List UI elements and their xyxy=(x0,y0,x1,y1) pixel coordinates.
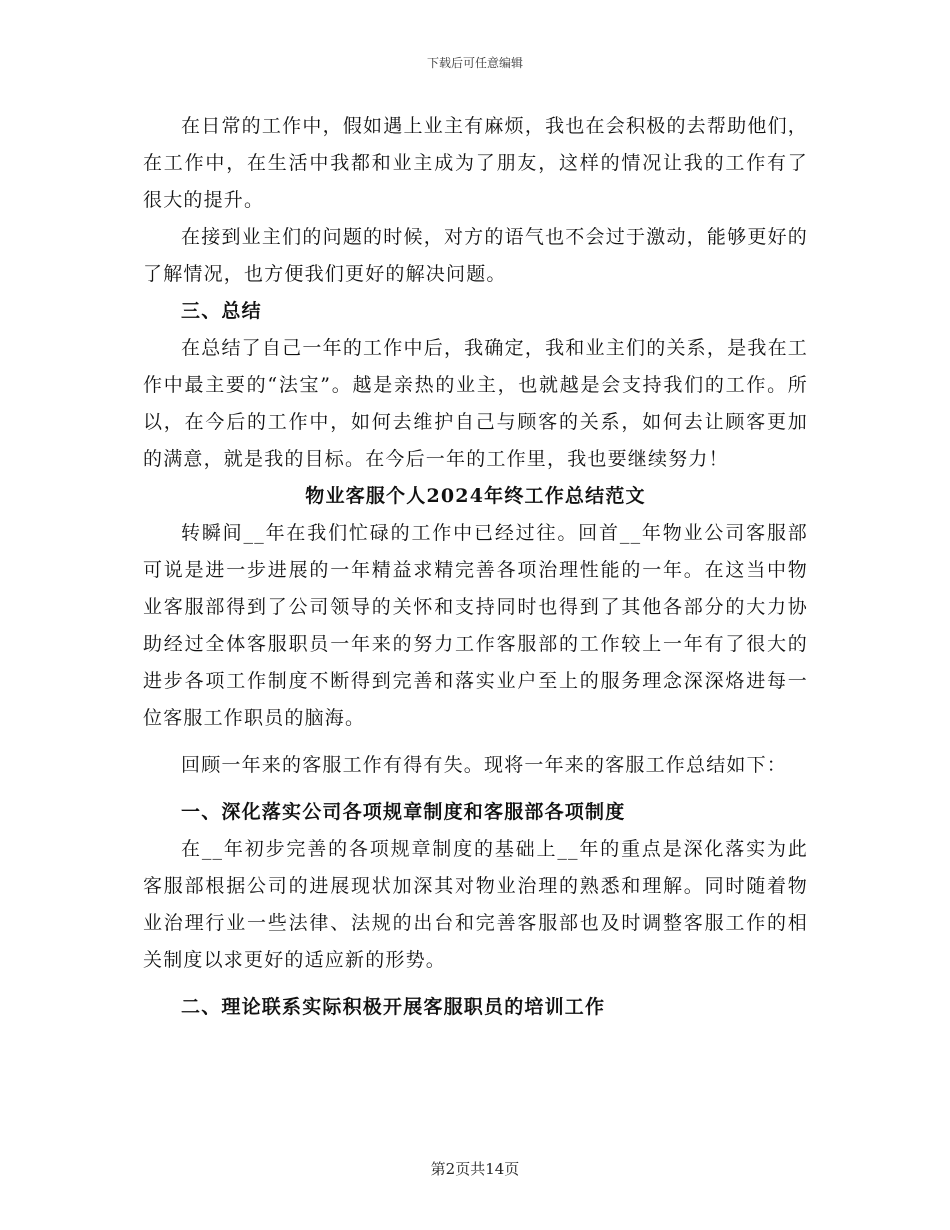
page-footer: 第2页共14页 xyxy=(430,1160,520,1178)
document-body xyxy=(143,108,808,1026)
paragraph-3: 在总结了自己一年的工作中后，我确定，我和业主们的关系，是我在工作中最主要的“法宝”。越是亲热的业主，也就越是会支持我们的工作。所以，在今后的工作中，如何去维护自己与顾客的关系，如何去让顾客更加的满意，就是我的目标。在今后一年的工作里，我也要继续努力！ xyxy=(143,337,808,470)
section-heading-2: 二、理论联系实际积极开展客服职员的培训工作 xyxy=(181,996,606,1018)
spacer xyxy=(143,979,808,989)
paragraph-1: 在日常的工作中，假如遇上业主有麻烦，我也在会积极的去帮助他们，在工作中，在生活中我都和业主成为了朋友，这样的情况让我的工作有了很大的提升。 xyxy=(143,115,808,211)
spacer xyxy=(143,784,808,794)
paragraph-5: 回顾一年来的客服工作有得有失。现将一年来的客服工作总结如下： xyxy=(181,754,788,776)
paragraph-2: 在接到业主们的问题的时候，对方的语气也不会过于激动，能够更好的了解情况，也方便我们更好的解决问题。 xyxy=(143,226,808,285)
paragraph-4: 转瞬间__年在我们忙碌的工作中已经过往。回首__年物业公司客服部可说是进一步进展的一年精益求精完善各项治理性能的一年。在这当中物业客服部得到了公司领导的关怀和支持同时也得到了其他各部分的大力协助经过全体客服职员一年来的努力工作客服部的工作较上一年有了很大的进步各项工作制度不断得到完善和落实业户至上的服务理念深深烙进每一位客服工作职员的脑海。 xyxy=(143,522,808,729)
page-header: 下载后可任意编辑 xyxy=(426,56,523,70)
section-heading-1: 一、深化落实公司各项规章制度和客服部各项制度 xyxy=(181,801,626,823)
document-title: 物业客服个人2024年终工作总结范文 xyxy=(305,485,646,507)
paragraph-6: 在__年初步完善的各项规章制度的基础上__年的重点是深化落实为此客服部根据公司的进展现状加深其对物业治理的熟悉和理解。同时随着物业治理行业一些法律、法规的出台和完善客服部也及时调整客服工作的相关制度以求更好的适应新的形势。 xyxy=(143,838,808,971)
section-heading-summary: 三、总结 xyxy=(181,300,262,322)
spacer xyxy=(143,737,808,747)
